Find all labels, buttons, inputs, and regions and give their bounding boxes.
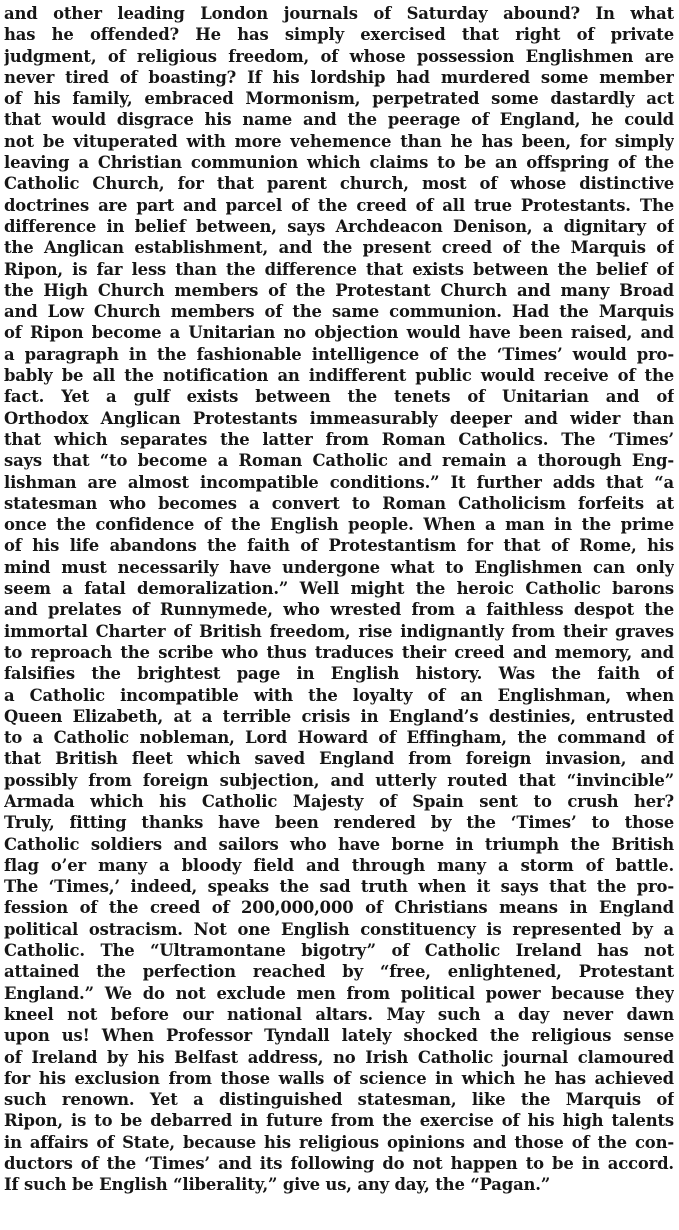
text-line: that British fleet which saved England from foreign invasion, and: [4, 749, 674, 769]
text-line: England.” We do not exclude men from political power because they: [4, 983, 674, 1003]
text-line: the High Church members of the Protestant Church and many Broad: [4, 280, 674, 300]
text-line: Ripon, is to be debarred in future from the exercise of his high talents: [4, 1111, 674, 1131]
text-line: Orthodox Anglican Protestants immeasurably deeper and wider than: [4, 408, 674, 428]
text-line: that which separates the latter from Roman Catholics. The ‘Times’: [4, 429, 674, 449]
text-line: bably be all the notification an indifferent public would receive of the: [4, 366, 674, 386]
text-line: mind must necessarily have undergone what to Englishmen can only: [4, 557, 674, 577]
text-line: to a Catholic nobleman, Lord Howard of Effingham, the command of: [4, 728, 674, 748]
text-line: such renown. Yet a distinguished statesman, like the Marquis of: [4, 1090, 674, 1110]
text-line: Catholic soldiers and sailors who have borne in triumph the British: [4, 834, 674, 854]
text-line-final: If such be English “liberality,” give us, any day, the “Pagan.”: [4, 1175, 551, 1195]
text-line: Catholic Church, for that parent church, most of whose distinctive: [4, 174, 674, 194]
text-line: the Anglican establishment, and the present creed of the Marquis of: [4, 238, 674, 258]
text-line: The ‘Times,’ indeed, speaks the sad truth when it says that the pro-: [4, 877, 674, 897]
text-line: of Ireland by his Belfast address, no Irish Catholic journal clamoured: [4, 1047, 674, 1067]
text-line: Ripon, is far less than the difference that exists between the belief of: [4, 259, 674, 279]
text-line: flag o’er many a bloody field and through many a storm of battle.: [4, 855, 674, 875]
text-line: of his life abandons the faith of Protestantism for that of Rome, his: [4, 536, 674, 556]
text-line: of Ripon become a Unitarian no objection would have been raised, and: [4, 323, 674, 343]
text-line: falsifies the brightest page in English history. Was the faith of: [4, 664, 674, 684]
text-line: in affairs of State, because his religious opinions and those of the con-: [4, 1132, 674, 1152]
article-column: [4, 3, 674, 1227]
text-line: seem a fatal demoralization.” Well might the heroic Catholic barons: [4, 579, 674, 599]
text-line: ductors of the ‘Times’ and its following do not happen to be in accord.: [4, 1154, 674, 1174]
text-line: and prelates of Runnymede, who wrested from a faithless despot the: [4, 600, 674, 620]
text-line: for his exclusion from those walls of science in which he has achieved: [4, 1068, 674, 1088]
text-line: statesman who becomes a convert to Roman Catholicism forfeits at: [4, 493, 674, 513]
text-line: Queen Elizabeth, at a terrible crisis in England’s destinies, entrusted: [4, 706, 674, 726]
text-line: and Low Church members of the same communion. Had the Marquis: [4, 302, 674, 322]
text-line: attained the perfection reached by “free, enlightened, Protestant: [4, 962, 674, 982]
text-line: that would disgrace his name and the peerage of England, he could: [4, 110, 674, 130]
text-line: upon us! When Professor Tyndall lately shocked the religious sense: [4, 1026, 674, 1046]
text-line: Catholic. The “Ultramontane bigotry” of Catholic Ireland has not: [4, 941, 674, 961]
text-line: leaving a Christian communion which claims to be an offspring of the: [4, 153, 674, 173]
text-line: not be vituperated with more vehemence than he has been, for simply: [4, 131, 674, 151]
text-line: fact. Yet a gulf exists between the tenets of Unitarian and of: [4, 387, 674, 407]
text-line: lishman are almost incompatible conditions.” It further adds that “a: [4, 472, 674, 492]
text-line: Truly, fitting thanks have been rendered by the ‘Times’ to those: [4, 813, 674, 833]
text-line: kneel not before our national altars. May such a day never dawn: [4, 1004, 674, 1024]
text-line: of his family, embraced Mormonism, perpetrated some dastardly act: [4, 89, 674, 109]
text-line: has he offended? He has simply exercised that right of private: [4, 25, 674, 45]
text-line: fession of the creed of 200,000,000 of Christians means in England: [4, 898, 674, 918]
text-line: never tired of boasting? If his lordship had murdered some member: [4, 67, 674, 87]
text-line: judgment, of religious freedom, of whose possession Englishmen are: [4, 46, 674, 66]
text-line: Armada which his Catholic Majesty of Spain sent to crush her?: [4, 791, 674, 811]
text-line: possibly from foreign subjection, and utterly routed that “invincible”: [4, 770, 674, 790]
text-line: once the confidence of the English people. When a man in the prime: [4, 515, 674, 535]
text-line: says that “to become a Roman Catholic and remain a thorough Eng-: [4, 451, 674, 471]
text-line: a paragraph in the fashionable intelligence of the ‘Times’ would pro-: [4, 344, 674, 364]
text-line: to reproach the scribe who thus traduces their creed and memory, and: [4, 642, 674, 662]
text-line: difference in belief between, says Archdeacon Denison, a dignitary of: [4, 216, 674, 236]
text-line: political ostracism. Not one English constituency is represented by a: [4, 919, 674, 939]
text-line: doctrines are part and parcel of the creed of all true Protestants. The: [4, 195, 674, 215]
text-line: and other leading London journals of Saturday abound? In what: [4, 4, 674, 23]
text-line: a Catholic incompatible with the loyalty of an Englishman, when: [4, 685, 674, 705]
text-line: immortal Charter of British freedom, rise indignantly from their graves: [4, 621, 674, 641]
